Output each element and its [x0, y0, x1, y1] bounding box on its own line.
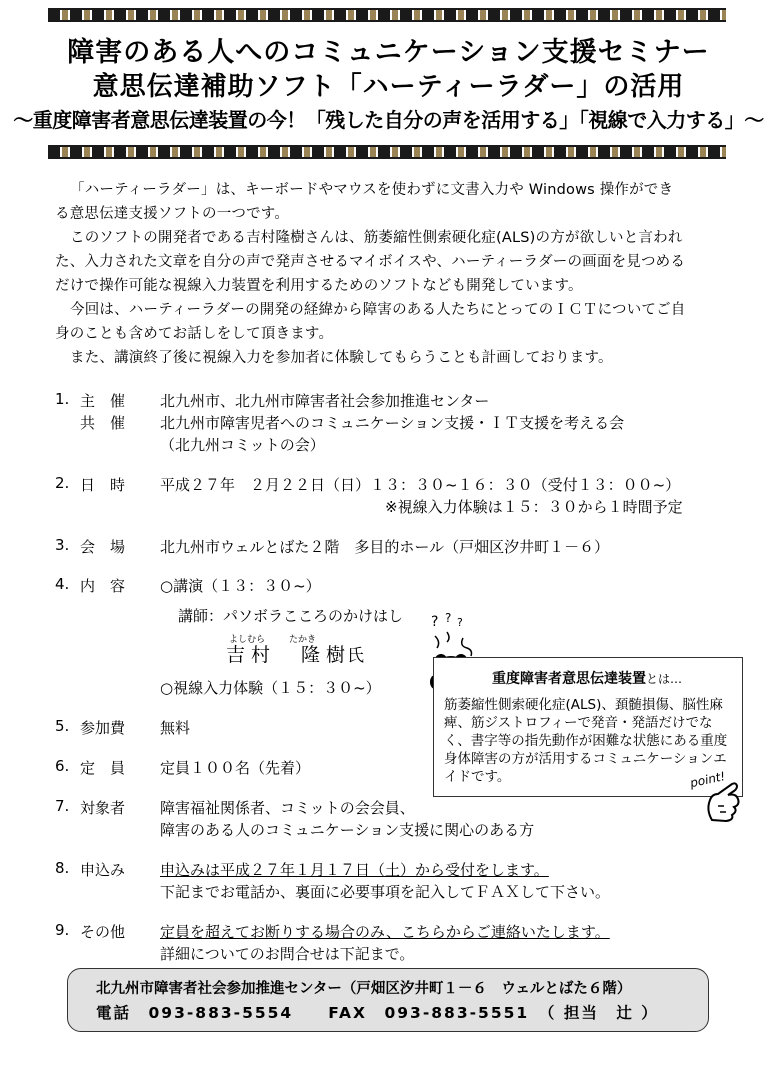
page-tagline: ～重度障害者意思伝達装置の今！「残した自分の声を活用する」「視線で入力する」～: [13, 108, 764, 132]
audience-value-2: 障害のある人のコミュニケーション支援に関心のある方: [160, 821, 535, 839]
organizer-value: 北九州市、北九州市障害者社会参加推進センター: [160, 392, 490, 410]
svg-text:?: ?: [445, 612, 452, 625]
content-label: 内 容: [80, 577, 126, 595]
datetime-note: ※視線入力体験は１５：３０から１時間予定: [385, 498, 683, 516]
fee-label: 参加費: [80, 719, 126, 737]
organizer-label: 主 催: [80, 392, 126, 410]
other-value-2: 詳細についてのお問合せは下記まで。: [160, 945, 415, 963]
contact-box: [67, 968, 709, 1032]
speaker-name: 吉村 隆樹: [226, 644, 352, 666]
intro-line: このソフトの開発者である吉村隆樹さんは、筋萎縮性側索硬化症(ALS)の方が欲しいと言われ: [70, 230, 683, 246]
intro-line: 身のことも含めてお話しをして頂きます。: [55, 326, 334, 342]
item-number: 1.: [55, 390, 70, 408]
item-number: 6.: [55, 757, 70, 775]
lecture-time: ○講演（１３：３０~）: [160, 577, 321, 595]
contact-organization: 北九州市障害者社会参加推進センター（戸畑区汐井町１－６ ウェルとばた６階）: [96, 981, 632, 997]
capacity-label: 定 員: [80, 759, 126, 777]
capacity-value: 定員１００名（先着）: [160, 759, 311, 777]
decorative-border-bottom: [48, 145, 726, 159]
device-box-title-suffix: とは…: [646, 672, 683, 686]
apply-label: 申込み: [80, 861, 126, 879]
other-label: その他: [80, 923, 126, 941]
speaker-ruby-given: たかき: [289, 635, 317, 645]
page-title: 障害のある人へのコミュニケーション支援セミナー: [67, 37, 710, 68]
intro-line: た、入力された文章を自分の声で発声させるマイボイスや、ハーティーラダーの画面を見つめる: [55, 254, 686, 270]
cosponsor-value: 北九州市障害児者へのコミュニケーション支援・ＩＴ支援を考える会: [160, 414, 625, 432]
apply-value-2: 下記までお電話か、裏面に必要事項を記入してＦＡＸして下さい。: [160, 883, 611, 901]
item-number: 7.: [55, 797, 70, 815]
apply-value: 申込みは平成２７年１月１７日（土）から受付をします。: [160, 861, 549, 879]
audience-label: 対象者: [80, 799, 126, 817]
item-number: 9.: [55, 921, 70, 939]
speaker-suffix: 氏: [347, 646, 364, 666]
intro-line: る意思伝達支援ソフトの一つです。: [55, 206, 290, 222]
venue-value: 北九州市ウェルとばた２階 多目的ホール（戸畑区汐井町１－６）: [160, 538, 610, 556]
item-number: 4.: [55, 575, 70, 593]
other-value: 定員を超えてお断りする場合のみ、こちらからご連絡いたします。: [160, 923, 610, 941]
venue-label: 会 場: [80, 538, 126, 556]
datetime-label: 日 時: [80, 476, 126, 494]
item-number: 8.: [55, 859, 70, 877]
speaker-role: 講師：パソボラこころのかけはし: [178, 607, 404, 625]
cosponsor-label: 共 催: [80, 414, 126, 432]
audience-value: 障害福祉関係者、コミットの会会員、: [160, 799, 415, 817]
pointing-hand-icon: [686, 762, 750, 824]
experience-time: ○視線入力体験（１５：３０~）: [160, 679, 381, 697]
fee-value: 無料: [160, 719, 191, 737]
intro-line: 今回は、ハーティーラダーの開発の経緯から障害のある人たちにとってのＩＣＴについてご自: [70, 302, 686, 318]
item-number: 3.: [55, 536, 70, 554]
contact-phone-fax: 電話 093-883-5554 FAX 093-883-5551 （ 担当 辻 ）: [96, 1004, 659, 1022]
intro-line: だけで操作可能な視線入力装置を利用するためのソフトなども開発しています。: [55, 278, 583, 294]
svg-text:?: ?: [457, 616, 463, 629]
intro-line: また、講演終了後に視線入力を参加者に体験してもらうことも計画しております。: [70, 350, 613, 366]
point-label: point!: [688, 769, 727, 791]
device-box-title: 重度障害者意思伝達装置とは…: [492, 671, 683, 687]
cosponsor-value-2: （北九州コミットの会）: [160, 436, 325, 454]
svg-text:?: ?: [431, 614, 439, 630]
item-number: 2.: [55, 474, 70, 492]
item-number: 5.: [55, 717, 70, 735]
page-subtitle: 意思伝達補助ソフト「ハーティーラダー」の活用: [92, 72, 685, 102]
speaker-ruby-surname: よしむら: [229, 635, 266, 645]
decorative-border-top: [48, 8, 726, 22]
datetime-value: 平成２７年 ２月２２日（日）１３：３０~１６：３０（受付１３：００~）: [160, 476, 681, 494]
intro-line: 「ハーティーラダー」は、キーボードやマウスを使わずに文書入力や Windows 操作ができ: [70, 182, 674, 198]
device-box-description: 筋萎縮性側索硬化症(ALS)、頚髄損傷、脳性麻痺、筋ジストロフィーで発音・発語だけでなく、書字等の指先動作が困難な状態にある重度身体障害の方が活用するコミュニケーションエイドです。: [444, 697, 728, 785]
